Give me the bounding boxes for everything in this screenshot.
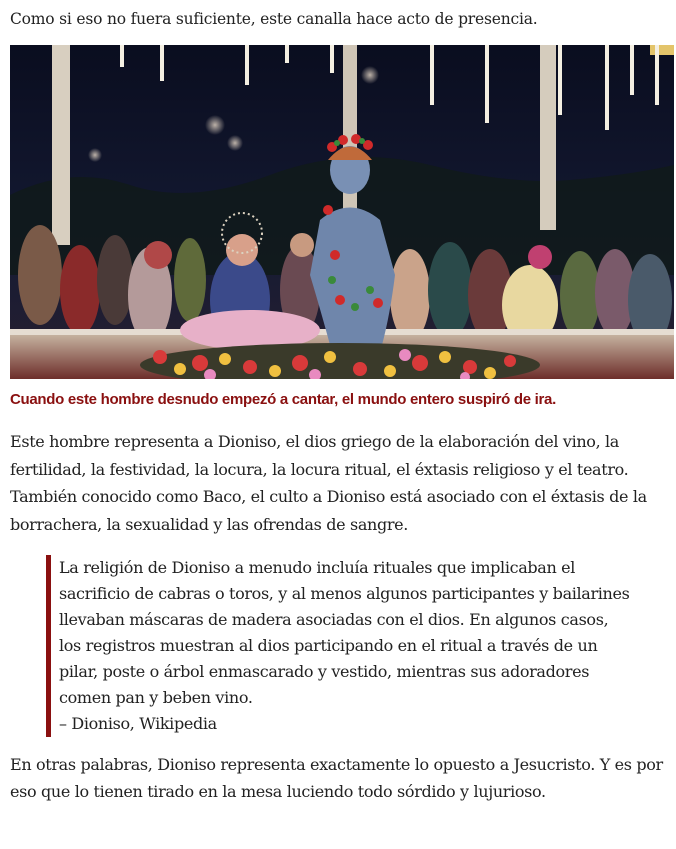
photo-stage-scene: [10, 45, 674, 379]
article: [10, 0, 674, 805]
quote-text: La religión de Dioniso a menudo incluía rituales que implicaban el sacrificio de cabras o toros, y al menos algunos participantes y bailarines llevaban máscaras de madera asociadas con el dios. En algunos casos, los registros muestran al dios participando en el ritual a través de un pilar, poste o árbol enmascarado y vestido, mientras sus adoradores comen pan y beben vino.: [59, 558, 630, 707]
quote-attribution: – Dioniso, Wikipedia: [59, 714, 217, 733]
image-caption: Cuando este hombre desnudo empezó a cantar, el mundo entero suspiró de ira.: [10, 391, 556, 408]
closing-paragraph: En otras palabras, Dioniso representa exactamente lo opuesto a Jesucristo. Y es por eso que lo tienen tirado en la mesa luciendo todo sórdido y lujurioso.: [10, 755, 663, 801]
article-photo: [10, 45, 674, 379]
intro-text: Como si eso no fuera suficiente, este canalla hace acto de presencia.: [10, 10, 538, 28]
body-paragraph: Este hombre representa a Dioniso, el dios griego de la elaboración del vino, la fertilidad, la festividad, la locura, la locura ritual, el éxtasis religioso y el teatro. También conocido como Baco, el culto a Dioniso está asociado con el éxtasis de la borrachera, la sexualidad y las ofrendas de sangre.: [10, 432, 647, 534]
wikipedia-quote: [46, 555, 634, 737]
